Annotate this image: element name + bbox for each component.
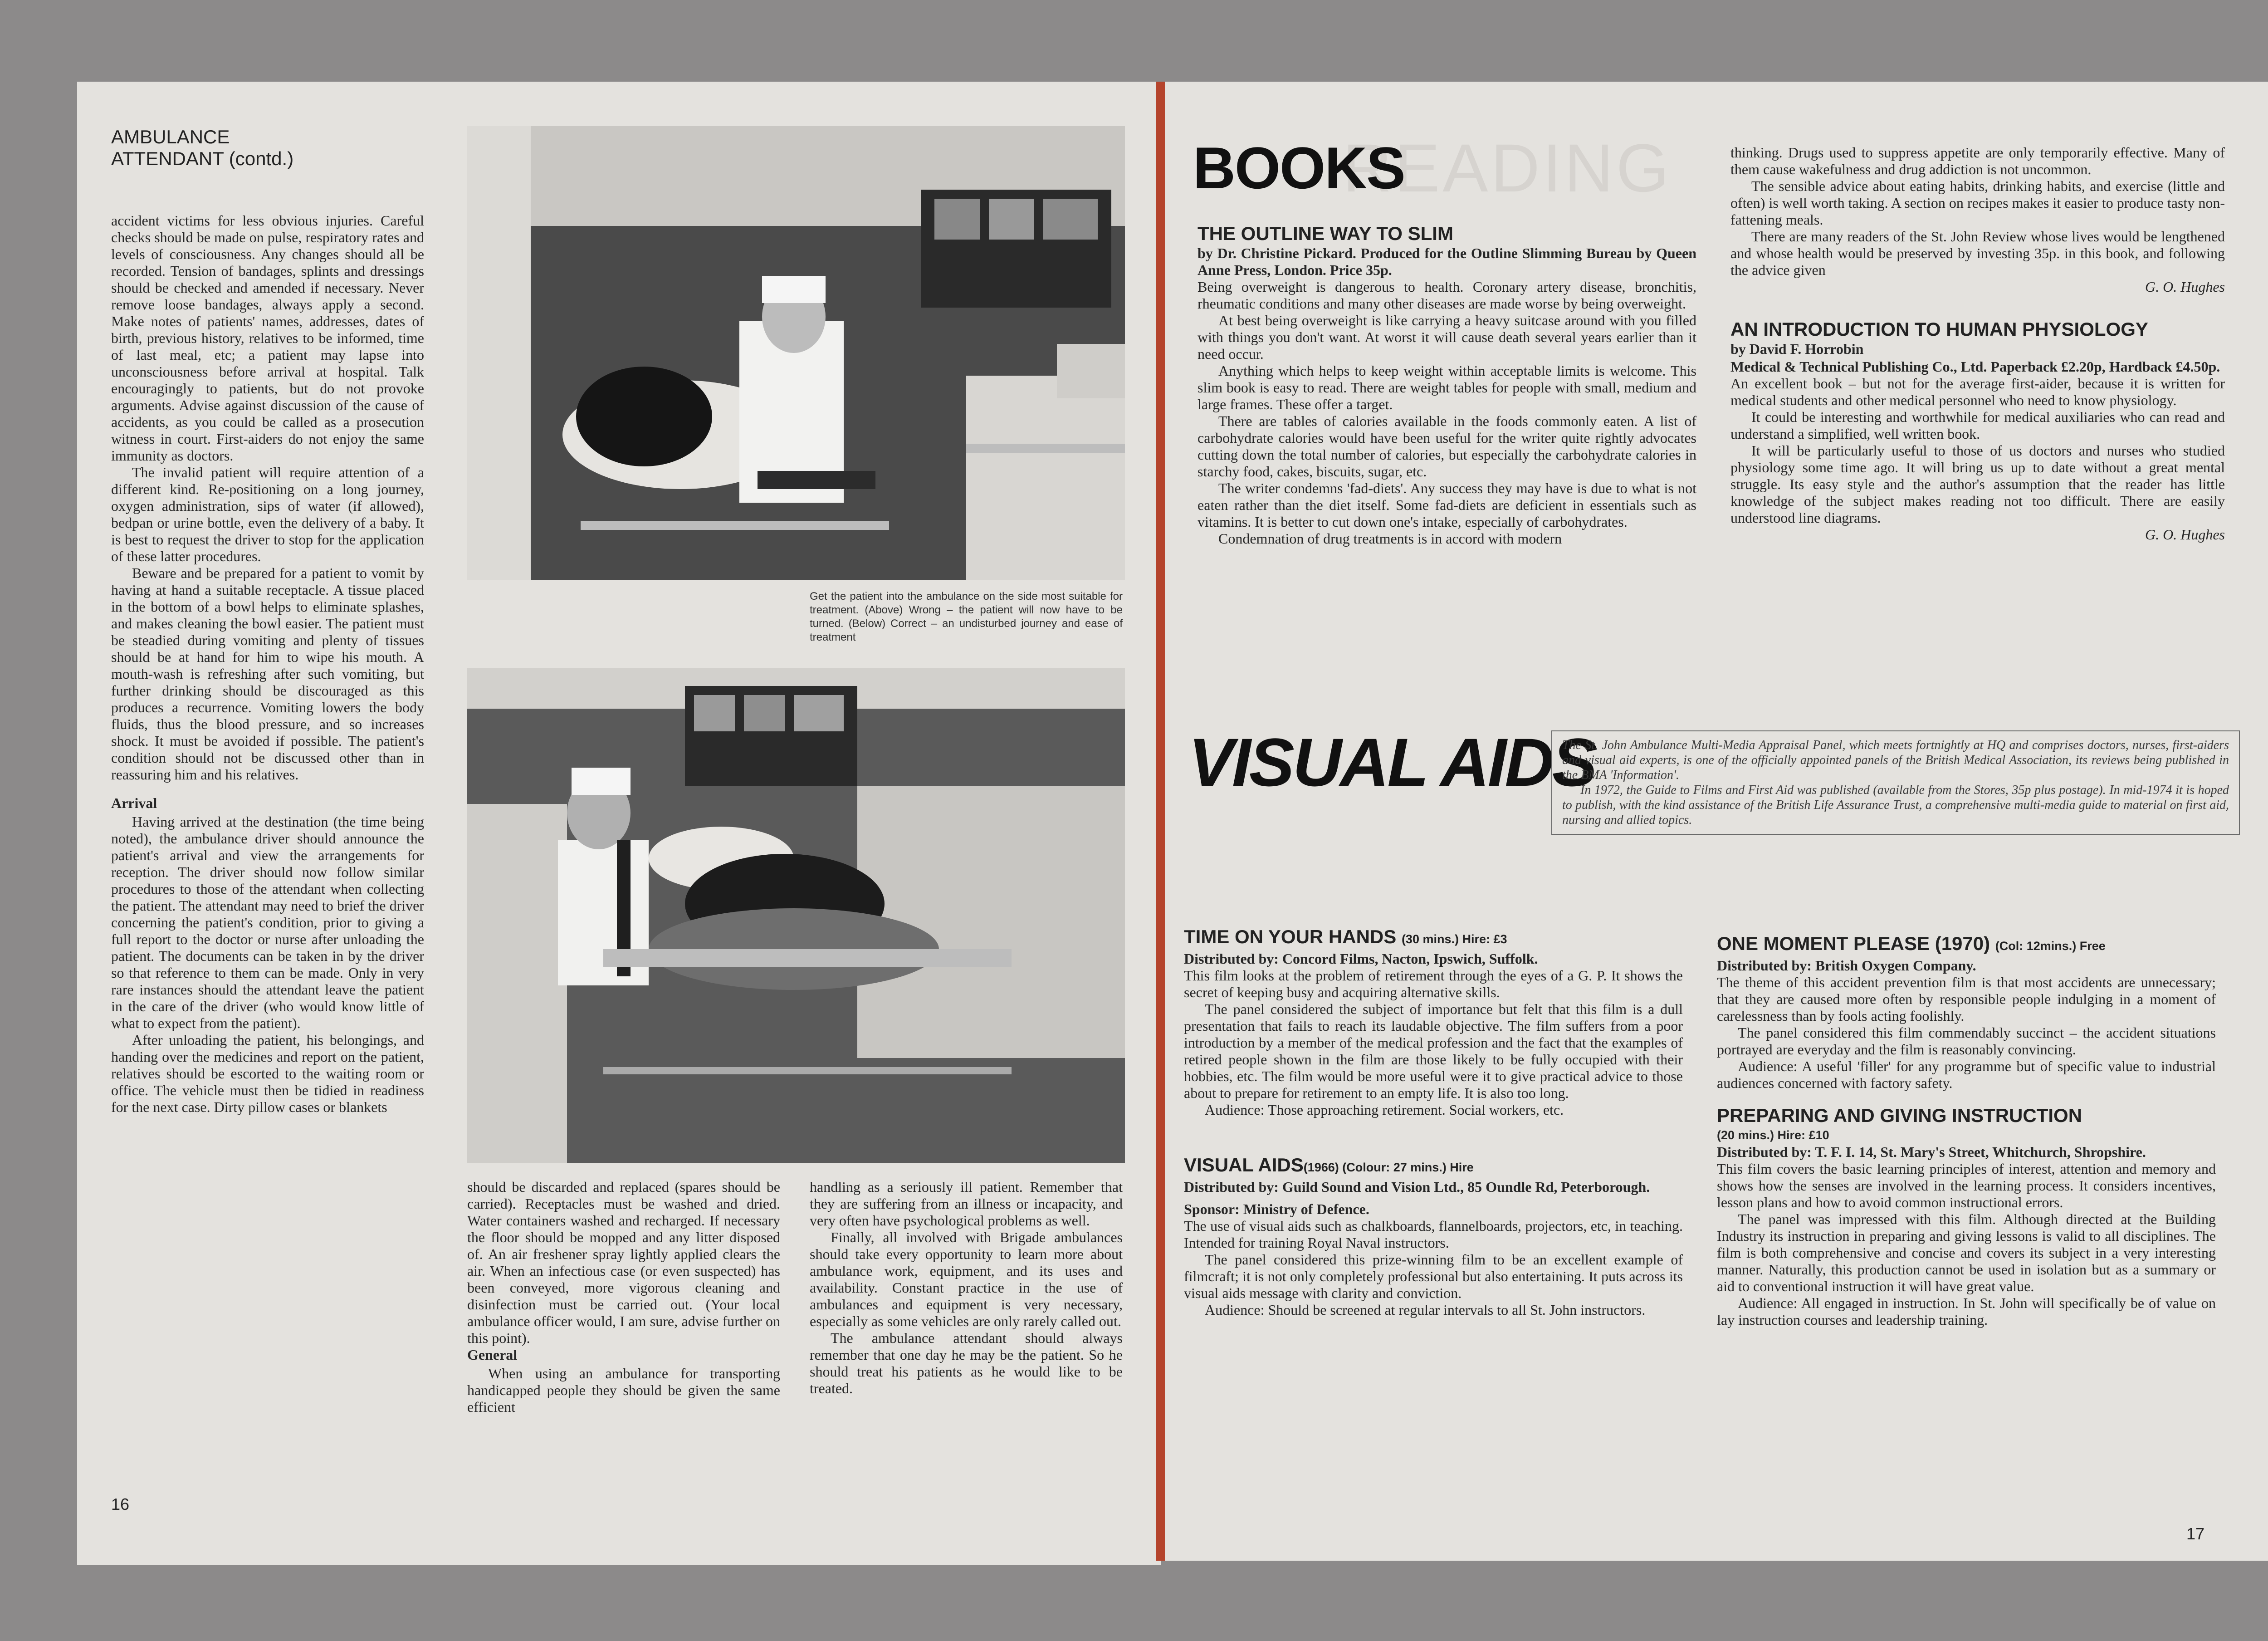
paragraph: The writer condemns 'fad-diets'. Any success they may have is due to what is not eaten rather than the diet itself. Some fad-diets are deficient in essentials such as vitamins. It is better to cut down one's intake, especially of carbohydrates. bbox=[1198, 480, 1696, 530]
paragraph: It will be particularly useful to those of us doctors and nurses who studied physiology some time ago. It will bring us up to date without a great mental struggle. Its easy style and the author's assumption that the reader has little knowledge of the subject makes reading not too difficult. There are easily understood line diagrams. bbox=[1730, 442, 2225, 526]
paragraph: When using an ambulance for transporting handicapped people they should be given the same efficient bbox=[467, 1365, 780, 1415]
visual-aids-section-title: VISUAL AIDS bbox=[1188, 724, 1596, 800]
book-author: by David F. Horrobin bbox=[1730, 341, 1864, 357]
film-info: (Col: 12mins.) Free bbox=[1995, 939, 2106, 953]
intro-paragraph: In 1972, the Guide to Films and First Aid was published (available from the Stores, 35p plus postage). In mid-1974 it is hoped to publish, with the kind assistance of the British Life Assurance Trust, a comprehensive multi-media guide to material on first aid, nursing and allied topics. bbox=[1562, 783, 2229, 827]
paragraph: Anything which helps to keep weight within acceptable limits is welcome. This slim book is easy to read. There are weight tables for people with small, medium and large frames. These offer a target. bbox=[1198, 362, 1696, 412]
paragraph: The use of visual aids such as chalkboards, flannelboards, projectors, etc, in teaching. Intended for training Royal Naval instructors. bbox=[1184, 1218, 1683, 1251]
article-heading bbox=[111, 126, 293, 170]
intro-paragraph: The St. John Ambulance Multi-Media Appraisal Panel, which meets fortnightly at HQ and comprises doctors, nurses, first-aiders and visual aid experts, is one of the officially appointed panels of the British Medical Association, its reviews being published in the BMA 'Information'. bbox=[1562, 738, 2229, 782]
article-heading-line2: ATTENDANT (contd.) bbox=[111, 148, 294, 169]
film-info: (30 mins.) Hire: £3 bbox=[1401, 932, 1507, 946]
book-review-outline-way bbox=[1198, 222, 1696, 547]
paragraph: The panel was impressed with this film. Although directed at the Building Industry its instruction in preparing and giving lessons is valid to all disciplines. The film is both comprehensive and concise and covers its subject in a very interesting manner. Naturally, this production cannot be used in isolation but as a summary or aid to conventional instruction it will have great value. bbox=[1717, 1211, 2216, 1294]
film-sponsor: Sponsor: Ministry of Defence. bbox=[1184, 1201, 1369, 1217]
paragraph: There are tables of calories available in the foods commonly eaten. A list of carbohydrate calories would have been useful for the writer quite rightly advocates cutting down the total number of calories, but especially the carbohydrate calories in starchy food, cakes, biscuits, sugar, etc. bbox=[1198, 413, 1696, 480]
film-review-time-on-your-hands bbox=[1184, 926, 1683, 1318]
paragraph: Audience: All engaged in instruction. In St. John will specifically be of value on lay instruction courses and leadership training. bbox=[1717, 1295, 2216, 1328]
left-column-3 bbox=[810, 1179, 1123, 1397]
film-title: TIME ON YOUR HANDS bbox=[1184, 926, 1397, 947]
film-distributor: Distributed by: T. F. I. 14, St. Mary's Street, Whitchurch, Shropshire. bbox=[1717, 1144, 2146, 1160]
film-title: PREPARING AND GIVING INSTRUCTION bbox=[1717, 1105, 2082, 1126]
paragraph: This film looks at the problem of retirement through the eyes of a G. P. It shows the secret of keeping busy and acquiring alternative skills. bbox=[1184, 967, 1683, 1000]
paragraph: At best being overweight is like carrying a heavy suitcase around with you filled with things you don't want. At worst it will cause death several years earlier than it need occur. bbox=[1198, 312, 1696, 362]
film-distributor: Distributed by: Guild Sound and Vision Ltd., 85 Oundle Rd, Peterborough. bbox=[1184, 1179, 1650, 1195]
books-section-title: BOOKS bbox=[1193, 135, 1405, 201]
paragraph: An excellent book – but not for the average first-aider, because it is written for medical students and other medical personnel who need to know physiology. bbox=[1730, 375, 2225, 408]
book-publisher: Medical & Technical Publishing Co., Ltd. Paperback £2.20p, Hardback £4.50p. bbox=[1730, 358, 2220, 375]
paragraph: It could be interesting and worthwhile for medical auxiliaries who can read and understand a simplified, well written book. bbox=[1730, 409, 2225, 442]
paragraph: There are many readers of the St. John Review whose lives would be lengthened and whose health would be preserved by investing 35p. in this book, and following the advice given bbox=[1730, 228, 2225, 278]
film-distributor: Distributed by: Concord Films, Nacton, Ipswich, Suffolk. bbox=[1184, 950, 1538, 967]
article-heading-line1: AMBULANCE bbox=[111, 126, 230, 147]
photo-caption: Get the patient into the ambulance on the side most suitable for treatment. (Above) Wrong – the patient will now have to be turned. (Below) Correct – an undisturbed journey and ease of treatment bbox=[810, 590, 1123, 643]
book-title: THE OUTLINE WAY TO SLIM bbox=[1198, 223, 1453, 244]
film-title: ONE MOMENT PLEASE (1970) bbox=[1717, 933, 1990, 954]
paragraph: Audience: Those approaching retirement. Social workers, etc. bbox=[1205, 1102, 1564, 1118]
paragraph: thinking. Drugs used to suppress appetite are only temporarily effective. Many of them cause wakefulness and drug addiction is not uncommon. bbox=[1730, 144, 2225, 177]
paragraph: should be discarded and replaced (spares should be carried). Receptacles must be washed and dried. Water containers washed and recharged. If necessary the floor should be mopped and any litter disposed of. An air freshener spray lightly applied clears the air. When an infectious case (or even suspected) has been conveyed, more vigorous cleaning and disinfection must be carried out. (Your local ambulance officer would, I am sure, advise further on this point). bbox=[467, 1179, 780, 1346]
panel-intro-box bbox=[1551, 730, 2240, 835]
subheading-general: General bbox=[467, 1347, 518, 1363]
subheading-arrival: Arrival bbox=[111, 795, 157, 811]
paragraph: accident victims for less obvious injuries. Careful checks should be made on pulse, respiratory rates and levels of consciousness. Any changes should all be recorded. Tension of bandages, splints and dressings should be checked and amended if necessary. Never remove loose bandages, always apply a second. Make notes of patients' names, addresses, dates of birth, previous history, relatives to be informed, time of last meal, etc; a patient may lapse into unconsciousness before arrival at hospital. Talk encouragingly to patients, but do not provoke arguments. Advise against discussion of the cause of accidents, as you could be called as a prosecution witness in court. First-aiders do not enjoy the same immunity as doctors. bbox=[111, 212, 424, 464]
paragraph: The panel considered this prize-winning film to be an excellent example of filmcraft; it is not only completely professional but also entertaining. It puts across its visual aids message with clarity and conviction. bbox=[1184, 1251, 1683, 1301]
paragraph: Audience: A useful 'filler' for any programme but of specific value to industrial audiences concerned with factory safety. bbox=[1717, 1058, 2216, 1091]
paragraph: Condemnation of drug treatments is in accord with modern bbox=[1218, 530, 1562, 547]
books-ghost-lettering: READING bbox=[1343, 130, 1672, 206]
paragraph: Audience: Should be screened at regular intervals to all St. John instructors. bbox=[1205, 1302, 1646, 1318]
paragraph: The panel considered the subject of importance but felt that this film is a dull presentation that fails to reach its laudable objective. The film suffers from a poor introduction by a member of the medical profession and the fact that the examples of retired people shown in the film are those likely to be fully occupied with their hobbies, etc. The film would be more useful were it to give practical advice to those about to prepare for retirement to an empty life. It is also too long. bbox=[1184, 1001, 1683, 1101]
photo-wrong-position bbox=[467, 126, 1125, 580]
film-distributor: Distributed by: British Oxygen Company. bbox=[1717, 957, 1976, 974]
film-title: VISUAL AIDS bbox=[1184, 1154, 1304, 1176]
book-title: AN INTRODUCTION TO HUMAN PHYSIOLOGY bbox=[1730, 318, 2148, 340]
paragraph: After unloading the patient, his belongings, and handing over the medicines and report on the patient, relatives should be escorted to the waiting room or office. The vehicle must then be tidied in readiness for the next case. Dirty pillow cases or blankets bbox=[111, 1032, 424, 1115]
paragraph: handling as a seriously ill patient. Remember that they are suffering from an illness or incapacity, and very often have psychological problems as well. bbox=[810, 1179, 1123, 1229]
page-number-left: 16 bbox=[111, 1495, 130, 1514]
paragraph: Having arrived at the destination (the time being noted), the ambulance driver should announce the patient's arrival and view the arrangements for reception. The driver should now follow similar procedures to those of the attendant when collecting the patient. The attendant may need to brief the driver concerning the patient's condition, prior to giving a full report to the doctor or nurse after unloading the patient. The documents can be taken in by the driver so that reference to them can be made. Only in very rare instances should the attendant leave the patient in the care of the driver (who would know little of what to expect from the patient). bbox=[111, 813, 424, 1031]
paragraph: The invalid patient will require attention of a different kind. Re-positioning on a long journey, oxygen administration, sips of water (if allowed), bedpan or urine bottle, even the delivery of a baby. It is best to request the driver to stop for the application of these latter procedures. bbox=[111, 464, 424, 564]
paragraph: The theme of this accident prevention film is that most accidents are unnecessary; that they are caused more often by responsible people indulging in a moment of carelessness than by fools acting foolishly. bbox=[1717, 974, 2216, 1024]
left-column-1 bbox=[111, 212, 424, 1116]
film-info: (1966) (Colour: 27 mins.) Hire bbox=[1303, 1161, 1474, 1174]
paragraph: Finally, all involved with Brigade ambulances should take every opportunity to learn more about ambulance work, equipment, and its uses and availability. Constant practice in the use of ambulances and equipment is very necessary, especially as some vehicles are only rarely called out. bbox=[810, 1229, 1123, 1329]
reviewer-signature: G. O. Hughes bbox=[2145, 279, 2225, 295]
paragraph: The panel considered this film commendably succinct – the accident situations portrayed are everyday and the film is reasonably convincing. bbox=[1717, 1024, 2216, 1058]
paragraph: This film covers the basic learning principles of interest, attention and memory and shows how the senses are involved in the learning process. It considers incentives, lesson plans and how to avoid common instructional errors. bbox=[1717, 1161, 2216, 1210]
photo-correct-position bbox=[467, 668, 1125, 1163]
page-number-right: 17 bbox=[2186, 1524, 2205, 1543]
reviewer-signature: G. O. Hughes bbox=[2145, 526, 2225, 543]
paragraph: Beware and be prepared for a patient to vomit by having at hand a suitable receptacle. A tissue placed in the bottom of a bowl helps to eliminate splashes, and makes cleaning the bowl easier. The patient must be steadied during vomiting and plenty of tissues should be at hand for him to wipe his mouth. A mouth-wash is refreshing after such vomiting, but further drinking should be discouraged as this produces a recurrence. Vomiting lowers the body fluids, thus the blood pressure, and so increases shock. It must be avoided if possible. The patient's condition should not be discussed other than in reassuring him and his relatives. bbox=[111, 565, 424, 783]
book-meta: by Dr. Christine Pickard. Produced for the Outline Slimming Bureau by Queen Anne Press, London. Price 35p. bbox=[1198, 245, 1696, 278]
film-review-one-moment-please bbox=[1717, 932, 2216, 1328]
left-column-2 bbox=[467, 1179, 780, 1416]
book-review-continued bbox=[1730, 144, 2225, 543]
film-info: (20 mins.) Hire: £10 bbox=[1717, 1128, 1829, 1142]
paragraph: Being overweight is dangerous to health. Coronary artery disease, bronchitis, rheumatic conditions and many other diseases are made worse by being overweight. bbox=[1198, 279, 1696, 312]
paragraph: The sensible advice about eating habits, drinking habits, and exercise (little and often) is well worth taking. A section on recipes makes it easier to produce tasty non-fattening meals. bbox=[1730, 178, 2225, 228]
paragraph: The ambulance attendant should always remember that one day he may be the patient. So he should treat his patients as he would like to be treated. bbox=[810, 1330, 1123, 1396]
